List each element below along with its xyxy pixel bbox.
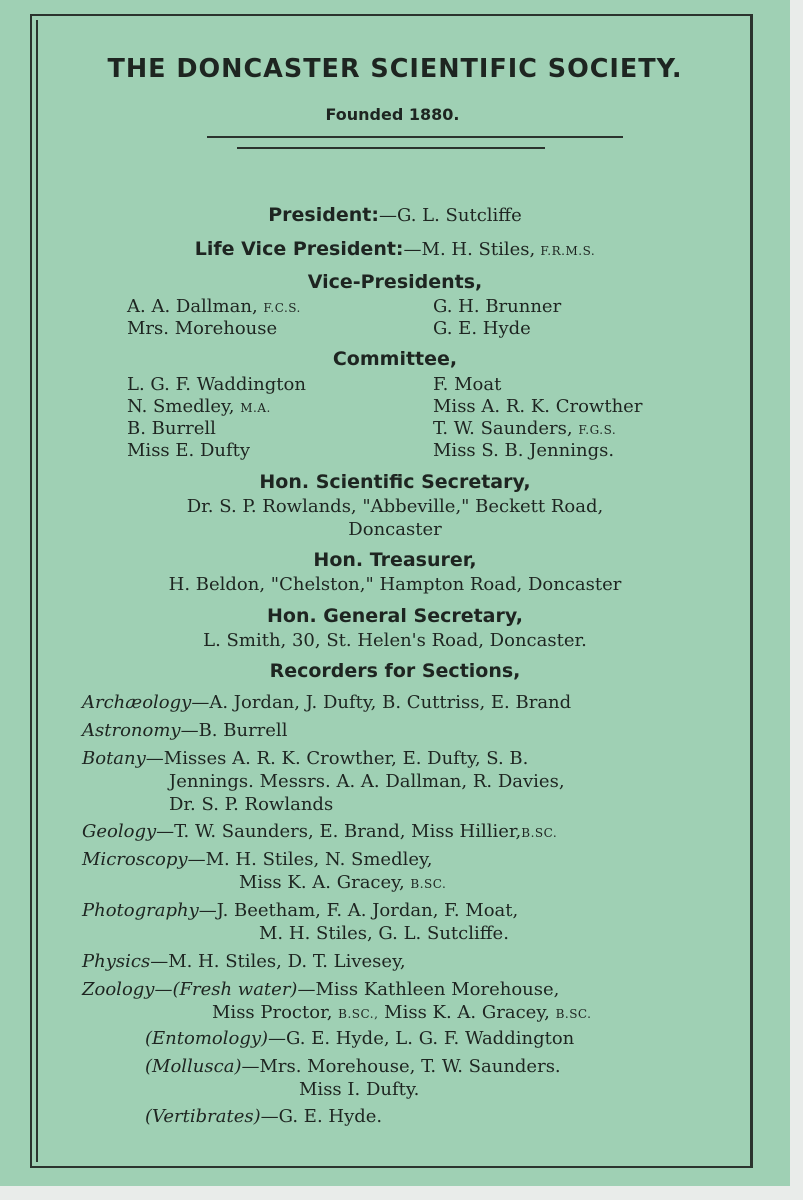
recorder-geology [82, 821, 557, 842]
section-names: —T. W. Saunders, E. Brand, Miss Hillier, [156, 821, 522, 842]
treasurer-heading: Hon. Treasurer, [313, 549, 477, 571]
member-suffix: M.A. [240, 401, 271, 415]
sci-secretary-heading: Hon. Scientific Secretary, [259, 471, 531, 493]
recorder-zoology [82, 979, 559, 1000]
recorder-vertebrates [145, 1106, 382, 1127]
sci-secretary-address-1: Dr. S. P. Rowlands, "Abbeville," Beckett Road, [186, 496, 604, 517]
recorder-mollusca [145, 1056, 561, 1077]
recorder-archaeology [82, 692, 571, 713]
sci-secretary-address-2: Doncaster [348, 519, 442, 540]
section-names: —M. H. Stiles, D. T. Livesey, [150, 951, 406, 972]
vice-presidents-heading: Vice-Presidents, [307, 271, 483, 293]
recorder-microscopy-2 [239, 872, 446, 893]
committee-right-2: Miss A. R. K. Crowther [433, 396, 643, 417]
life-vp-name: —M. H. Stiles, [403, 239, 536, 260]
vp-name: A. A. Dallman, [127, 296, 258, 317]
recorders-heading: Recorders for Sections, [269, 660, 521, 682]
vp-right-2: G. E. Hyde [433, 318, 531, 339]
society-title: THE DONCASTER SCIENTIFIC SOCIETY. [107, 54, 683, 84]
gen-secretary-heading: Hon. General Secretary, [266, 605, 524, 627]
recorder-botany-2: Jennings. Messrs. A. A. Dallman, R. Davies, [169, 771, 565, 792]
committee-left-3: B. Burrell [127, 418, 216, 439]
vp-left-1 [127, 296, 301, 317]
section-names: —Miss Kathleen Morehouse, [297, 979, 560, 1000]
recorder-zoology-2 [212, 1002, 591, 1023]
section-names: —Misses A. R. K. Crowther, E. Dufty, S. B. [145, 748, 529, 769]
section-names: —M. H. Stiles, N. Smedley, [187, 849, 433, 870]
committee-right-3 [433, 418, 616, 439]
life-vp-line [0, 238, 790, 260]
vp-left-2: Mrs. Morehouse [127, 318, 278, 339]
treasurer-address: H. Beldon, "Chelston," Hampton Road, Doncaster [168, 574, 622, 595]
life-vp-label: Life Vice President: [194, 238, 404, 260]
section-label: (Vertibrates) [145, 1106, 261, 1127]
section-label: Zoology [82, 979, 155, 1000]
section-names: —G. E. Hyde. [260, 1106, 383, 1127]
recorder-photography-2: M. H. Stiles, G. L. Sutcliffe. [259, 923, 509, 944]
section-names: —A. Jordan, J. Dufty, B. Cuttriss, E. Brand [191, 692, 572, 713]
divider-rule [207, 136, 623, 138]
section-names: —J. Beetham, F. A. Jordan, F. Moat, [198, 900, 519, 921]
section-label: (Entomology) [145, 1028, 269, 1049]
recorder-photography [82, 900, 518, 921]
member-suffix: F.G.S. [578, 423, 617, 437]
member-suffix: B.SC., [338, 1007, 379, 1021]
section-label: Archæology [82, 692, 192, 713]
section-names: —Mrs. Morehouse, T. W. Saunders. [241, 1056, 561, 1077]
section-names: Miss K. A. Gracey, [239, 872, 405, 893]
section-label: (Mollusca) [145, 1056, 242, 1077]
president-line [0, 204, 790, 226]
member-suffix: B.SC. [410, 877, 447, 891]
recorder-physics [82, 951, 406, 972]
founded-line: Founded 1880. [325, 105, 460, 124]
member-suffix: B.SC. [521, 826, 558, 840]
gen-secretary-address: L. Smith, 30, St. Helen's Road, Doncaster. [203, 630, 587, 651]
recorder-microscopy [82, 849, 433, 870]
committee-right-4: Miss S. B. Jennings. [433, 440, 615, 461]
committee-left-1: L. G. F. Waddington [127, 374, 306, 395]
section-label: Physics [82, 951, 151, 972]
section-label: Microscopy [82, 849, 188, 870]
president-name: —G. L. Sutcliffe [378, 205, 522, 226]
committee-left-4: Miss E. Dufty [127, 440, 251, 461]
section-names: —G. E. Hyde, L. G. F. Waddington [268, 1028, 575, 1049]
section-label: Botany [82, 748, 146, 769]
committee-right-1: F. Moat [433, 374, 502, 395]
vp-right-1: G. H. Brunner [433, 296, 562, 317]
section-label: Photography [82, 900, 199, 921]
divider-rule-short [237, 147, 545, 149]
recorder-botany [82, 748, 528, 769]
vp-suffix: F.C.S. [263, 301, 301, 315]
recorder-mollusca-2: Miss I. Dufty. [299, 1079, 420, 1100]
member-name: Miss K. A. Gracey, [384, 1002, 550, 1023]
section-label: Geology [82, 821, 157, 842]
recorder-botany-3: Dr. S. P. Rowlands [169, 794, 334, 815]
member-name: N. Smedley, [127, 396, 235, 417]
committee-heading: Committee, [332, 348, 458, 370]
recorder-entomology [145, 1028, 574, 1049]
section-label: Astronomy [82, 720, 181, 741]
recorder-astronomy [82, 720, 287, 741]
subsection-label: —(Fresh water) [154, 979, 298, 1000]
life-vp-suffix: F.R.M.S. [540, 244, 596, 258]
member-suffix: B.SC. [555, 1007, 592, 1021]
section-names: —B. Burrell [180, 720, 288, 741]
member-name: T. W. Saunders, [433, 418, 573, 439]
member-name: Miss Proctor, [212, 1002, 333, 1023]
president-label: President: [268, 204, 379, 226]
committee-left-2 [127, 396, 271, 417]
